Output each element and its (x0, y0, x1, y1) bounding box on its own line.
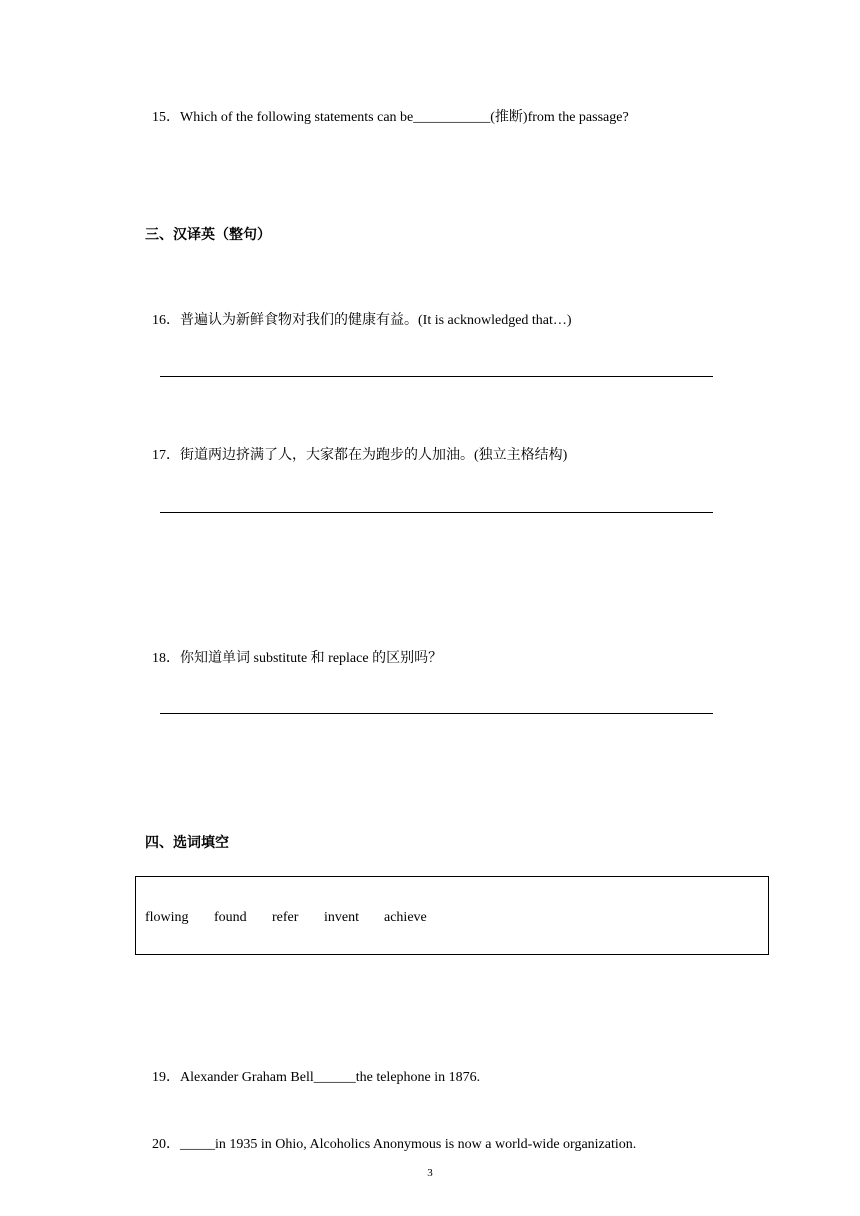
section-heading-translation: 三、汉译英（整句） (145, 227, 271, 243)
word-bank-item: achieve (384, 910, 427, 925)
question-16 (145, 294, 572, 330)
answer-line-18[interactable] (160, 713, 713, 714)
question-19 (145, 1051, 480, 1087)
question-number: 15． (152, 110, 180, 125)
page-number: 3 (427, 1167, 433, 1179)
question-number: 18． (152, 651, 180, 666)
word-bank-item: flowing (145, 910, 189, 925)
question-number: 20． (152, 1137, 180, 1152)
question-number: 17． (152, 448, 180, 463)
question-text: 你知道单词 substitute 和 replace 的区别吗？ (180, 651, 443, 666)
question-15 (145, 91, 629, 127)
question-number: 19． (152, 1070, 180, 1085)
question-text: Which of the following statements can be___________(推断)from the passage? (180, 110, 629, 125)
question-text: _____in 1935 in Ohio, Alcoholics Anonymous is now a world-wide organization. (180, 1137, 637, 1152)
section-heading-word-choice: 四、选词填空 (145, 835, 229, 851)
word-bank-box (135, 876, 769, 955)
question-number: 16． (152, 313, 180, 328)
question-text: 街道两边挤满了人，大家都在为跑步的人加油。(独立主格结构) (180, 448, 568, 463)
word-bank-item: found (214, 910, 247, 925)
question-18 (145, 632, 442, 668)
question-text: 普遍认为新鲜食物对我们的健康有益。(It is acknowledged that…) (180, 313, 572, 328)
word-bank-item: invent (324, 910, 359, 925)
answer-line-16[interactable] (160, 376, 713, 377)
question-17 (145, 429, 567, 465)
word-bank-item: refer (272, 910, 299, 925)
question-text: Alexander Graham Bell______the telephone in 1876. (180, 1070, 481, 1085)
question-20 (145, 1118, 636, 1154)
answer-line-17[interactable] (160, 512, 713, 513)
